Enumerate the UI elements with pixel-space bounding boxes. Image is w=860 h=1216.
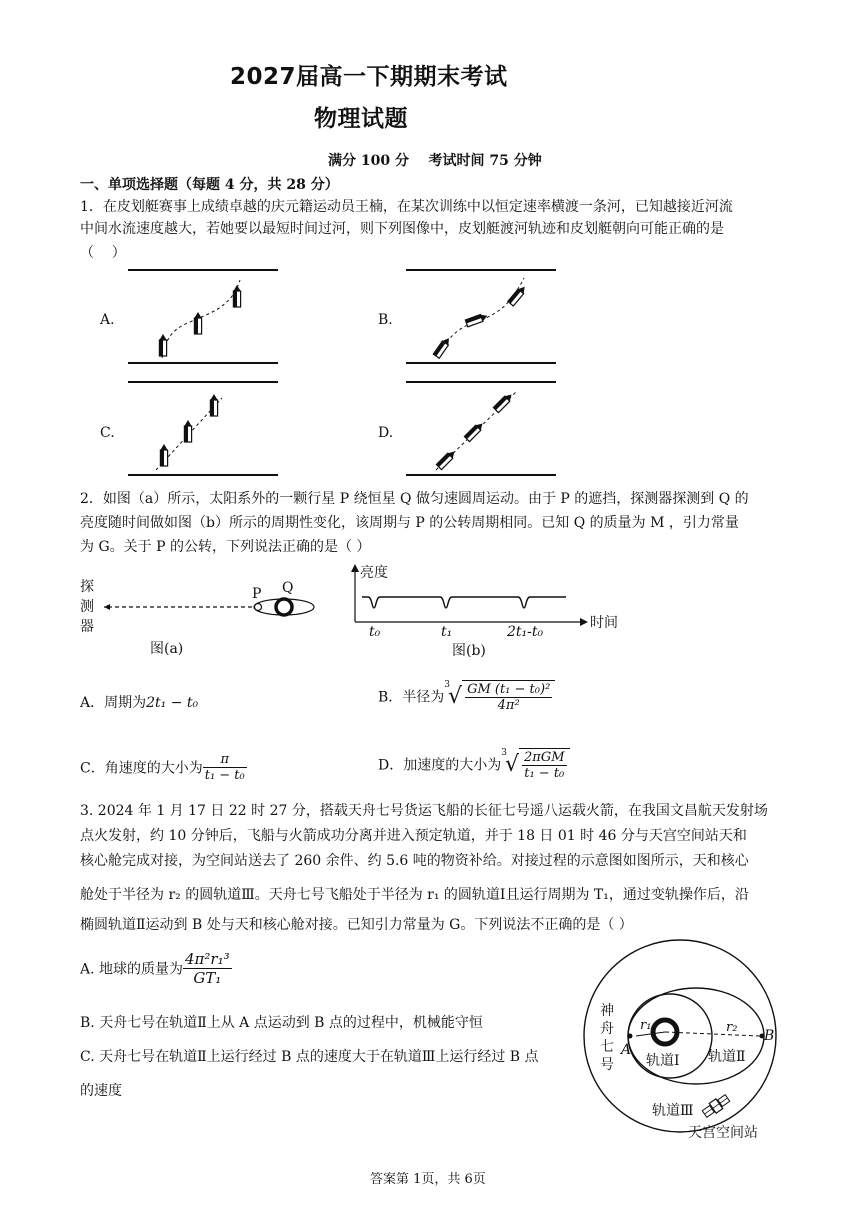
q2-option-b-numerator: GM (t₁ − t₀)² <box>467 682 551 697</box>
q3-text-line4: 舱处于半径为 r₂ 的圆轨道Ⅲ。天舟七号飞船处于半径为 r₁ 的圆轨道Ⅰ且运行周期为 T₁，通过变轨操作后，沿 <box>80 887 749 903</box>
q1-option-a-label: A. <box>100 312 115 328</box>
page-footer: 答案第 1页，共 6页 <box>370 1172 486 1187</box>
q3-text-line1: 3. 2024 年 1 月 17 日 22 时 27 分，搭载天舟七号货运飞船的长征七号遥八运载火箭，在我国文昌航天发射场 <box>80 803 768 819</box>
q1-text-line2: 中间水流速度越大，若她要以最短时间过河，则下列图像中，皮划艇渡河轨迹和皮划艇朝向可能正确的是 <box>80 221 724 237</box>
q2-option-c-numerator: π <box>203 752 247 768</box>
q2-option-b-root-index: 3 <box>444 680 451 690</box>
figure-b-caption: 图(b) <box>452 643 486 659</box>
q2-text-line2: 亮度随时间做如图（b）所示的周期性变化，该周期与 P 的公转周期相同。已知 Q 的质量为 M ，引力常量 <box>80 515 739 531</box>
r2-label: r₂ <box>726 1020 738 1035</box>
brightness-axis-label: 亮度 <box>360 565 388 581</box>
q2-option-b-label: B．半径为 <box>378 689 445 706</box>
point-a-label: A <box>621 1042 632 1058</box>
tick-t0: t₀ <box>369 624 381 640</box>
q2-option-b: B．半径为$^3$√ $\frac{\text{GM (t₁ − t₀)²}}{\text{4π²}}$ <box>378 680 555 713</box>
subject-title: 物理试题 <box>314 106 408 132</box>
q2-option-d-label: D．加速度的大小为 <box>378 757 502 774</box>
q2-option-a-label: A．周期为 <box>80 695 147 711</box>
q3-text-line5: 椭圆轨道Ⅱ运动到 B 处与天和核心舱对接。已知引力常量为 G。下列说法不正确的是（ ） <box>80 917 633 933</box>
q3-option-a-denominator: GT₁ <box>193 969 222 987</box>
craft-label-3: 七 <box>600 1039 614 1055</box>
exam-meta: 满分 100 分 考试时间 75 分钟 <box>328 153 542 169</box>
detector-label-2: 测 <box>80 599 94 615</box>
q3-text-line2: 点火发射，约 10 分钟后，飞船与火箭成功分离并进入预定轨道，并于 18 日 01 时 46 分与天宫空间站天和 <box>80 828 747 844</box>
q2-option-c-denominator: t₁ − t₀ <box>204 768 245 783</box>
time-axis-label: 时间 <box>590 615 618 631</box>
station-label: 天宫空间站 <box>688 1125 758 1141</box>
q3-option-a-label: A. 地球的质量为 <box>80 961 184 978</box>
star-q-label: Q <box>282 580 294 596</box>
craft-label-4: 号 <box>600 1057 614 1073</box>
q2-text-line3: 为 G。关于 P 的公转，下列说法正确的是（ ） <box>80 539 371 555</box>
q1-option-b-label: B. <box>378 312 393 328</box>
q3-text-line3: 核心舱完成对接，为空间站送去了 260 余件、约 5.6 吨的物资补给。对接过程的示意图如图所示，天和核心 <box>80 853 749 869</box>
tick-t1: t₁ <box>441 624 453 640</box>
section-heading: 一、单项选择题（每题 4 分，共 28 分） <box>80 177 339 193</box>
q2-option-d-root-index: 3 <box>501 748 507 758</box>
q2-option-d-denominator: t₁ − t₀ <box>524 766 565 781</box>
space-station-icon <box>701 1093 731 1119</box>
craft-label-2: 舟 <box>600 1021 614 1037</box>
q2-text-line1: 2．如图（a）所示，太阳系外的一颗行星 P 绕恒星 Q 做匀速圆周运动。由于 P 的遮挡，探测器探测到 Q 的 <box>80 491 749 507</box>
craft-label-1: 神 <box>600 1003 614 1019</box>
orbit-1-label: 轨道Ⅰ <box>646 1053 680 1069</box>
point-b-label: B <box>764 1028 775 1044</box>
q3-option-c-line1: C. 天舟七号在轨道Ⅱ上运行经过 B 点的速度大于在轨道Ⅲ上运行经过 B 点 <box>80 1049 539 1065</box>
q2-option-d-numerator: 2πGM <box>524 750 565 765</box>
q2-option-b-denominator: 4π² <box>497 698 520 713</box>
q2-option-d: D．加速度的大小为$^3$√ $\frac{\text{2πGM}}{\text{t₁ − t₀}}$ <box>378 748 570 781</box>
planet-p-label: P <box>252 586 262 602</box>
tick-2t1-t0: 2t₁-t₀ <box>507 624 544 640</box>
r1-label: r₁ <box>640 1018 652 1033</box>
q1-text-line1: 1．在皮划艇赛事上成绩卓越的庆元籍运动员王楠，在某次训练中以恒定速率横渡一条河，已知越接近河流 <box>80 199 733 215</box>
q3-option-b: B. 天舟七号在轨道Ⅱ上从 A 点运动到 B 点的过程中，机械能守恒 <box>80 1015 483 1031</box>
orbit-2-label: 轨道Ⅱ <box>708 1049 746 1065</box>
q1-option-c-label: C. <box>100 425 115 441</box>
detector-label-1: 探 <box>80 579 94 595</box>
orbit-3-label: 轨道Ⅲ <box>652 1103 694 1119</box>
figure-a-caption: 图(a) <box>150 641 184 657</box>
q2-option-a-expr: 2t₁ − t₀ <box>146 695 199 711</box>
q3-option-a-numerator: 4π²r₁³ <box>185 950 230 968</box>
detector-label-3: 器 <box>80 619 94 635</box>
q1-option-d-label: D. <box>378 425 394 441</box>
q1-answer-blank: （ ） <box>80 245 126 261</box>
q2-option-c-label: C．角速度的大小为 <box>80 760 203 777</box>
q3-option-c-line2: 的速度 <box>80 1083 122 1099</box>
exam-title: 2027届高一下期期末考试 <box>230 64 508 90</box>
